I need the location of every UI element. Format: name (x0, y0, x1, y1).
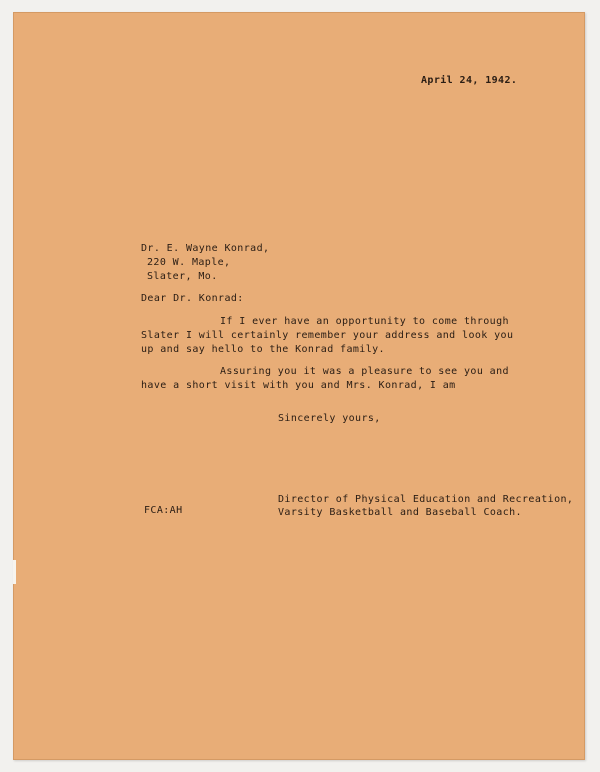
recipient-city: Slater, Mo. (147, 271, 218, 282)
title-line: Director of Physical Education and Recreation, (278, 494, 574, 505)
reference-initials: FCA:AH (144, 505, 183, 516)
closing: Sincerely yours, (278, 413, 381, 424)
paragraph-line: have a short visit with you and Mrs. Konrad, I am (141, 380, 456, 391)
recipient-name: Dr. E. Wayne Konrad, (141, 243, 270, 254)
paragraph-line: Assuring you it was a pleasure to see you and (220, 366, 509, 377)
title-line: Varsity Basketball and Baseball Coach. (278, 507, 522, 518)
salutation: Dear Dr. Konrad: (141, 293, 244, 304)
paper-edge-tear (13, 560, 16, 584)
recipient-street: 220 W. Maple, (147, 257, 231, 268)
letter-date: April 24, 1942. (421, 75, 518, 86)
paragraph-line: up and say hello to the Konrad family. (141, 344, 385, 355)
letter-page (13, 12, 585, 760)
paragraph-line: Slater I will certainly remember your address and look you (141, 330, 514, 341)
paragraph-line: If I ever have an opportunity to come through (220, 316, 509, 327)
